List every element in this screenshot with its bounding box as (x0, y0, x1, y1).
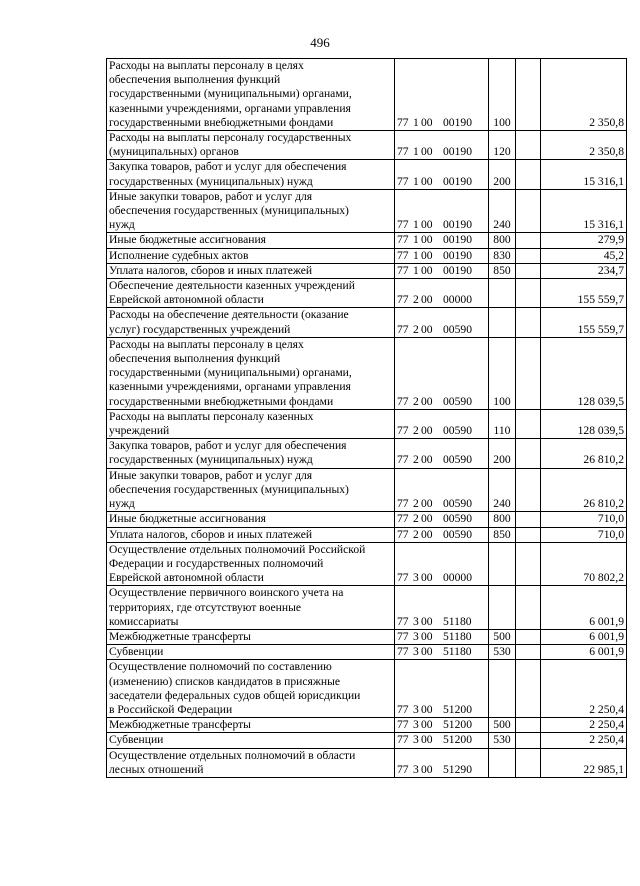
code-part: 2 (413, 512, 419, 526)
row-description (107, 279, 395, 308)
row-description (107, 160, 395, 189)
description-line: государственными внебюджетными фондами (109, 394, 334, 408)
row-empty-cell (516, 527, 541, 542)
row-description (107, 512, 395, 527)
description-line: государственных (муниципальных) нужд (109, 174, 313, 188)
code-part: 00 (421, 248, 433, 262)
row-amount: 2 350,8 (541, 59, 627, 131)
row-amount: 2 250,4 (541, 660, 627, 718)
description-line: Межбюджетные трансферты (109, 718, 251, 732)
code-part: 00 (421, 497, 433, 511)
code-part: 00 (421, 702, 433, 716)
description-line: Осуществление отдельных полномочий Российской (109, 542, 366, 556)
row-target-article-code (395, 718, 489, 733)
row-amount: 2 350,8 (541, 131, 627, 160)
code-part: 77 (397, 762, 409, 776)
row-expense-type-code (489, 586, 516, 630)
row-empty-cell (516, 660, 541, 718)
row-expense-type-code: 200 (489, 439, 516, 468)
code-part: 51180 (443, 645, 472, 659)
description-line: Еврейской автономной области (109, 571, 264, 585)
code-part: 77 (397, 248, 409, 262)
description-line: Расходы на выплаты персоналу в целях (109, 59, 304, 72)
description-line: государственными (муниципальными) органами, (109, 366, 352, 380)
description-line: учреждений (109, 424, 170, 438)
row-target-article-code (395, 512, 489, 527)
code-part: 3 (413, 629, 419, 643)
row-description (107, 248, 395, 263)
row-empty-cell (516, 233, 541, 248)
row-empty-cell (516, 337, 541, 409)
row-description (107, 645, 395, 660)
row-expense-type-code (489, 542, 516, 586)
code-part: 00 (421, 614, 433, 628)
row-amount: 155 559,7 (541, 308, 627, 337)
row-description (107, 629, 395, 644)
row-description (107, 718, 395, 733)
code-part: 00190 (443, 145, 472, 159)
row-amount: 6 001,9 (541, 586, 627, 630)
table-row (107, 645, 627, 660)
code-part: 00590 (443, 322, 472, 336)
row-amount: 155 559,7 (541, 279, 627, 308)
row-amount: 128 039,5 (541, 409, 627, 438)
row-expense-type-code: 530 (489, 733, 516, 748)
code-part: 00190 (443, 233, 472, 247)
table-row (107, 439, 627, 468)
budget-table-body (107, 59, 627, 778)
row-description (107, 308, 395, 337)
code-part: 51200 (443, 702, 472, 716)
code-part: 00 (421, 293, 433, 307)
description-line: Субвенции (109, 733, 164, 747)
description-line: Иные бюджетные ассигнования (109, 512, 266, 526)
description-line: Расходы на обеспечение деятельности (оказание (109, 308, 349, 322)
code-part: 3 (413, 718, 419, 732)
code-part: 77 (397, 571, 409, 585)
row-empty-cell (516, 279, 541, 308)
row-description (107, 733, 395, 748)
page-number: 496 (310, 35, 330, 50)
row-description (107, 439, 395, 468)
code-part: 00 (421, 733, 433, 747)
code-part: 1 (413, 174, 419, 188)
code-part: 77 (397, 645, 409, 659)
row-amount: 22 985,1 (541, 748, 627, 777)
code-part: 77 (397, 497, 409, 511)
code-part: 1 (413, 233, 419, 247)
code-part: 00000 (443, 571, 472, 585)
row-expense-type-code: 500 (489, 629, 516, 644)
code-part: 77 (397, 718, 409, 732)
table-row (107, 131, 627, 160)
row-expense-type-code (489, 748, 516, 777)
description-line: Расходы на выплаты персоналу в целях (109, 337, 304, 351)
row-description (107, 189, 395, 233)
row-empty-cell (516, 512, 541, 527)
row-empty-cell (516, 409, 541, 438)
row-amount: 279,9 (541, 233, 627, 248)
row-target-article-code (395, 131, 489, 160)
row-target-article-code (395, 59, 489, 131)
row-target-article-code (395, 645, 489, 660)
table-row (107, 629, 627, 644)
row-expense-type-code: 120 (489, 131, 516, 160)
row-target-article-code (395, 439, 489, 468)
code-part: 3 (413, 702, 419, 716)
code-part: 00190 (443, 218, 472, 232)
description-line: лесных отношений (109, 762, 204, 776)
code-part: 3 (413, 645, 419, 659)
row-empty-cell (516, 542, 541, 586)
row-empty-cell (516, 189, 541, 233)
row-empty-cell (516, 59, 541, 131)
code-part: 77 (397, 702, 409, 716)
row-description (107, 542, 395, 586)
code-part: 00 (421, 571, 433, 585)
code-part: 77 (397, 218, 409, 232)
code-part: 77 (397, 394, 409, 408)
description-line: казенными учреждениями, органами управления (109, 101, 351, 115)
code-part: 2 (413, 497, 419, 511)
description-line: нужд (109, 497, 135, 511)
description-line: казенными учреждениями, органами управления (109, 380, 351, 394)
description-line: Закупка товаров, работ и услуг для обеспечения (109, 439, 347, 453)
row-amount: 26 810,2 (541, 468, 627, 512)
description-line: (муниципальных) органов (109, 145, 239, 159)
code-part: 1 (413, 248, 419, 262)
row-empty-cell (516, 645, 541, 660)
row-expense-type-code: 830 (489, 248, 516, 263)
code-part: 77 (397, 629, 409, 643)
row-target-article-code (395, 527, 489, 542)
code-part: 77 (397, 174, 409, 188)
code-part: 00 (421, 645, 433, 659)
code-part: 77 (397, 233, 409, 247)
code-part: 77 (397, 115, 409, 129)
table-row (107, 160, 627, 189)
code-part: 2 (413, 293, 419, 307)
row-target-article-code (395, 586, 489, 630)
description-line: Расходы на выплаты персоналу государственных (109, 131, 352, 145)
description-line: Закупка товаров, работ и услуг для обеспечения (109, 160, 347, 174)
code-part: 1 (413, 145, 419, 159)
code-part: 00590 (443, 424, 472, 438)
row-target-article-code (395, 409, 489, 438)
code-part: 51200 (443, 718, 472, 732)
row-amount: 70 802,2 (541, 542, 627, 586)
row-amount: 234,7 (541, 263, 627, 278)
code-part: 3 (413, 571, 419, 585)
table-row (107, 748, 627, 777)
row-description (107, 468, 395, 512)
description-line: Уплата налогов, сборов и иных платежей (109, 263, 313, 277)
code-part: 00190 (443, 174, 472, 188)
row-expense-type-code: 100 (489, 59, 516, 131)
row-target-article-code (395, 233, 489, 248)
code-part: 3 (413, 614, 419, 628)
row-target-article-code (395, 542, 489, 586)
table-row (107, 733, 627, 748)
row-expense-type-code (489, 660, 516, 718)
row-amount: 15 316,1 (541, 189, 627, 233)
description-line: нужд (109, 218, 135, 232)
description-line: обеспечения выполнения функций (109, 73, 281, 87)
code-part: 77 (397, 614, 409, 628)
table-row (107, 308, 627, 337)
table-row (107, 512, 627, 527)
code-part: 00 (421, 527, 433, 541)
code-part: 2 (413, 394, 419, 408)
description-line: Уплата налогов, сборов и иных платежей (109, 527, 313, 541)
code-part: 51200 (443, 733, 472, 747)
row-empty-cell (516, 733, 541, 748)
code-part: 00 (421, 762, 433, 776)
code-part: 00590 (443, 453, 472, 467)
row-description (107, 131, 395, 160)
row-description (107, 337, 395, 409)
code-part: 00 (421, 115, 433, 129)
row-amount: 6 001,9 (541, 629, 627, 644)
code-part: 2 (413, 453, 419, 467)
row-amount: 26 810,2 (541, 439, 627, 468)
description-line: Межбюджетные трансферты (109, 629, 251, 643)
description-line: заседатели федеральных судов общей юрисдикции (109, 688, 361, 702)
row-empty-cell (516, 629, 541, 644)
code-part: 00190 (443, 115, 472, 129)
row-target-article-code (395, 733, 489, 748)
code-part: 3 (413, 762, 419, 776)
row-empty-cell (516, 586, 541, 630)
row-amount: 6 001,9 (541, 645, 627, 660)
row-target-article-code (395, 160, 489, 189)
description-line: Расходы на выплаты персоналу казенных (109, 409, 314, 423)
row-description (107, 409, 395, 438)
row-expense-type-code: 850 (489, 263, 516, 278)
row-target-article-code (395, 189, 489, 233)
code-part: 51290 (443, 762, 472, 776)
row-description (107, 263, 395, 278)
row-empty-cell (516, 718, 541, 733)
code-part: 00 (421, 424, 433, 438)
row-target-article-code (395, 248, 489, 263)
row-expense-type-code (489, 279, 516, 308)
description-line: Иные бюджетные ассигнования (109, 233, 266, 247)
table-row (107, 263, 627, 278)
description-line: обеспечения государственных (муниципальных) (109, 482, 349, 496)
row-target-article-code (395, 337, 489, 409)
code-part: 77 (397, 145, 409, 159)
row-target-article-code (395, 660, 489, 718)
description-line: Иные закупки товаров, работ и услуг для (109, 468, 313, 482)
code-part: 00 (421, 145, 433, 159)
budget-table (106, 58, 627, 778)
description-line: государственных (муниципальных) нужд (109, 453, 313, 467)
table-row (107, 189, 627, 233)
code-part: 77 (397, 322, 409, 336)
description-line: в Российской Федерации (109, 702, 233, 716)
description-line: Обеспечение деятельности казенных учреждений (109, 279, 355, 293)
row-amount: 710,0 (541, 512, 627, 527)
description-line: обеспечения государственных (муниципальных) (109, 204, 349, 218)
row-amount: 2 250,4 (541, 733, 627, 748)
row-description (107, 233, 395, 248)
code-part: 00 (421, 322, 433, 336)
description-line: обеспечения выполнения функций (109, 352, 281, 366)
description-line: Исполнение судебных актов (109, 248, 249, 262)
table-row (107, 586, 627, 630)
row-description (107, 59, 395, 131)
description-line: (изменению) списков кандидатов в присяжные (109, 674, 341, 688)
code-part: 00190 (443, 248, 472, 262)
code-part: 00 (421, 453, 433, 467)
code-part: 00 (421, 263, 433, 277)
table-row (107, 59, 627, 131)
row-expense-type-code: 110 (489, 409, 516, 438)
table-row (107, 660, 627, 718)
description-line: Иные закупки товаров, работ и услуг для (109, 189, 313, 203)
row-amount: 45,2 (541, 248, 627, 263)
row-description (107, 660, 395, 718)
row-expense-type-code: 240 (489, 468, 516, 512)
row-expense-type-code: 800 (489, 512, 516, 527)
row-empty-cell (516, 160, 541, 189)
code-part: 51180 (443, 629, 472, 643)
row-expense-type-code: 800 (489, 233, 516, 248)
code-part: 00590 (443, 394, 472, 408)
description-line: государственными внебюджетными фондами (109, 115, 334, 129)
row-empty-cell (516, 308, 541, 337)
row-description (107, 748, 395, 777)
code-part: 1 (413, 218, 419, 232)
table-row (107, 409, 627, 438)
code-part: 77 (397, 263, 409, 277)
row-expense-type-code: 530 (489, 645, 516, 660)
code-part: 00 (421, 718, 433, 732)
description-line: Еврейской автономной области (109, 293, 264, 307)
row-expense-type-code (489, 308, 516, 337)
table-row (107, 718, 627, 733)
code-part: 00590 (443, 497, 472, 511)
row-empty-cell (516, 131, 541, 160)
row-expense-type-code: 850 (489, 527, 516, 542)
code-part: 00 (421, 394, 433, 408)
description-line: Осуществление первичного воинского учета на (109, 586, 344, 600)
code-part: 00590 (443, 512, 472, 526)
description-line: услуг) государственных учреждений (109, 322, 291, 336)
row-target-article-code (395, 263, 489, 278)
row-expense-type-code: 200 (489, 160, 516, 189)
row-empty-cell (516, 748, 541, 777)
code-part: 1 (413, 115, 419, 129)
row-expense-type-code: 500 (489, 718, 516, 733)
row-amount: 710,0 (541, 527, 627, 542)
row-empty-cell (516, 468, 541, 512)
description-line: территориях, где отсутствуют военные (109, 600, 302, 614)
code-part: 51180 (443, 614, 472, 628)
row-target-article-code (395, 629, 489, 644)
code-part: 00000 (443, 293, 472, 307)
description-line: государственными (муниципальными) органами, (109, 87, 352, 101)
row-expense-type-code: 240 (489, 189, 516, 233)
row-target-article-code (395, 468, 489, 512)
code-part: 2 (413, 527, 419, 541)
description-line: Субвенции (109, 645, 164, 659)
code-part: 77 (397, 733, 409, 747)
code-part: 00 (421, 218, 433, 232)
row-amount: 2 250,4 (541, 718, 627, 733)
code-part: 00190 (443, 263, 472, 277)
code-part: 77 (397, 293, 409, 307)
row-amount: 128 039,5 (541, 337, 627, 409)
description-line: Осуществление полномочий по составлению (109, 660, 332, 674)
row-expense-type-code: 100 (489, 337, 516, 409)
row-description (107, 527, 395, 542)
code-part: 77 (397, 512, 409, 526)
code-part: 2 (413, 322, 419, 336)
code-part: 3 (413, 733, 419, 747)
table-row (107, 542, 627, 586)
table-row (107, 337, 627, 409)
row-amount: 15 316,1 (541, 160, 627, 189)
code-part: 2 (413, 424, 419, 438)
code-part: 1 (413, 263, 419, 277)
code-part: 00 (421, 512, 433, 526)
code-part: 00 (421, 629, 433, 643)
code-part: 77 (397, 453, 409, 467)
row-target-article-code (395, 279, 489, 308)
code-part: 00 (421, 174, 433, 188)
row-target-article-code (395, 308, 489, 337)
table-row (107, 527, 627, 542)
description-line: Осуществление отдельных полномочий в области (109, 748, 356, 762)
row-empty-cell (516, 263, 541, 278)
row-empty-cell (516, 439, 541, 468)
row-description (107, 586, 395, 630)
code-part: 00590 (443, 527, 472, 541)
table-row (107, 233, 627, 248)
code-part: 00 (421, 233, 433, 247)
table-row (107, 248, 627, 263)
table-row (107, 468, 627, 512)
row-empty-cell (516, 248, 541, 263)
description-line: комиссариаты (109, 614, 179, 628)
description-line: Федерации и государственных полномочий (109, 556, 324, 570)
table-row (107, 279, 627, 308)
code-part: 77 (397, 527, 409, 541)
row-target-article-code (395, 748, 489, 777)
code-part: 77 (397, 424, 409, 438)
